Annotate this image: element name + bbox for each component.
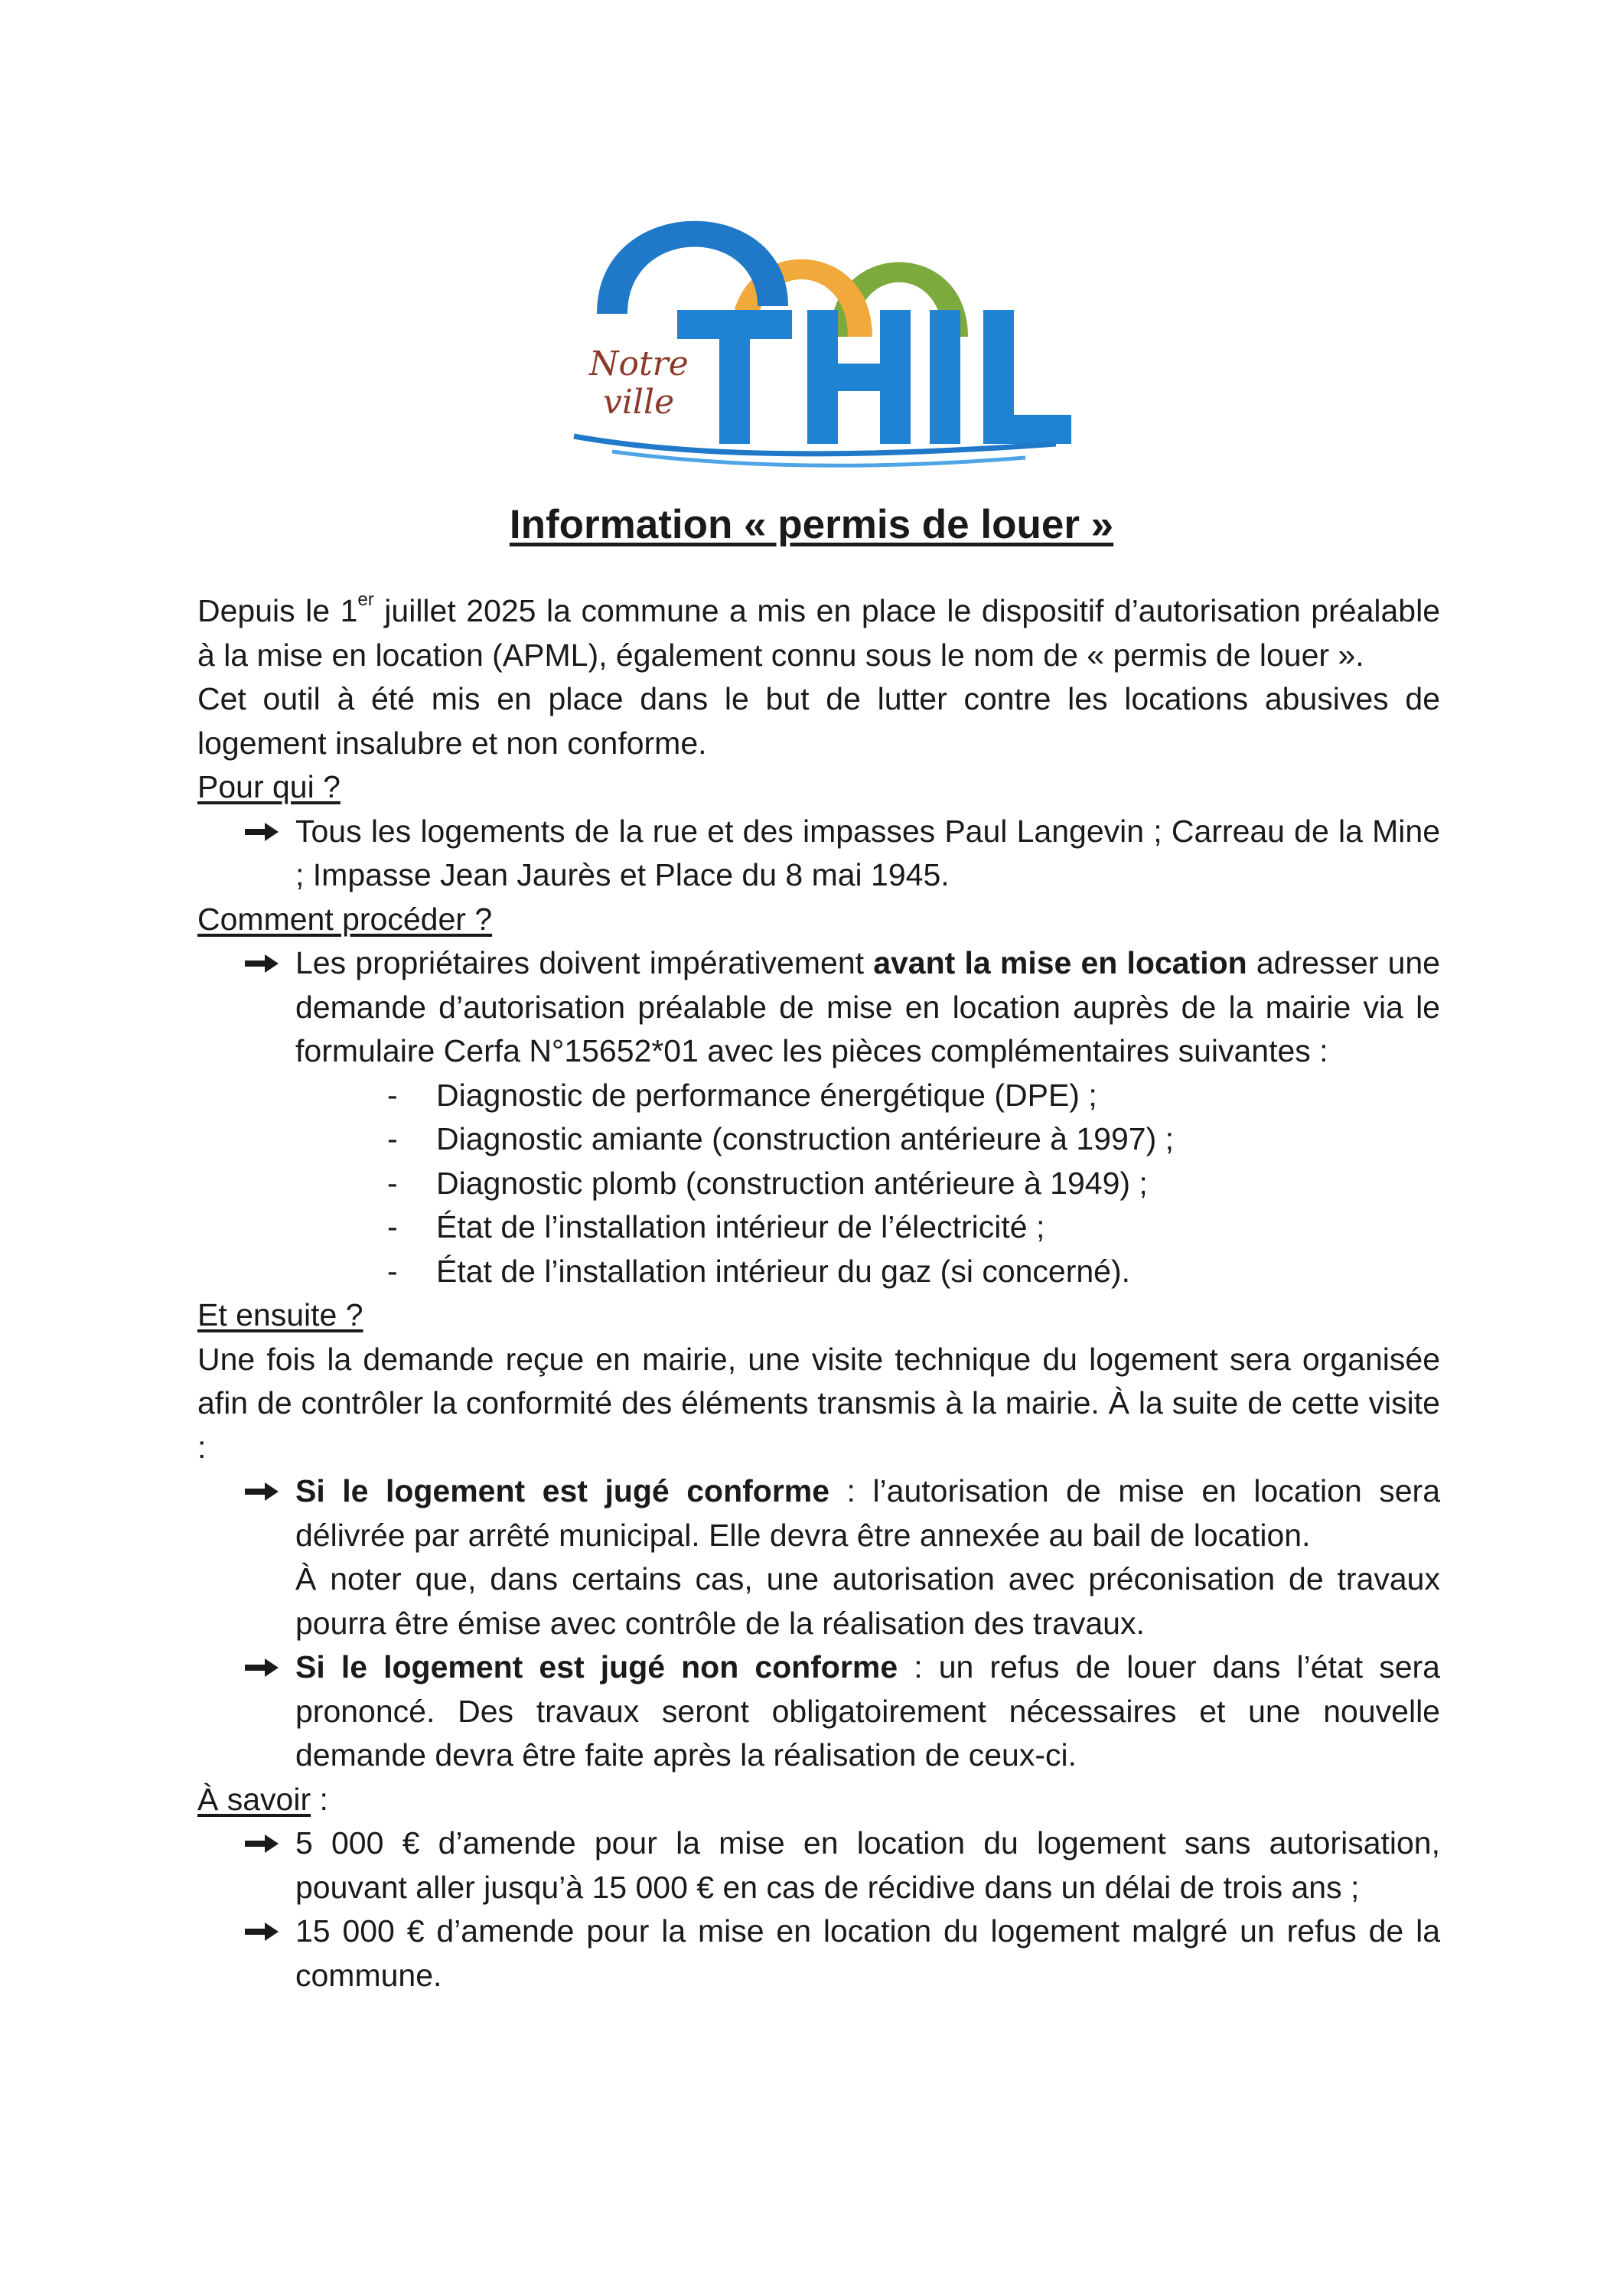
piece-item-plomb: - Diagnostic plomb (construction antérieure à 1949) ; [387, 1165, 1148, 1201]
document-body [197, 589, 1440, 1998]
piece-text: Diagnostic de performance énergétique (DPE) ; [436, 1077, 1097, 1113]
intro-paragraph-2: Cet outil à été mis en place dans le but de lutter contre les locations abusives de logement insalubre et non conforme. [197, 681, 1440, 761]
heading-comment-text: Comment procéder ? [197, 901, 493, 937]
savoir-text: 5 000 € d’amende pour la mise en location du logement sans autorisation, pouvant aller jusqu’à 15 000 € en cas de récidive dans un délai de trois ans ; [295, 1825, 1440, 1905]
piece-text: Diagnostic plomb (construction antérieure à 1949) ; [436, 1165, 1148, 1201]
non-conforme-bold: Si le logement est jugé non conforme [295, 1649, 898, 1684]
arrow-right-icon [245, 1645, 280, 1678]
list-item [197, 1821, 1440, 1910]
list-item [197, 941, 1440, 1074]
city-logo [566, 191, 1087, 482]
intro-text-end: juillet 2025 la commune a mis en place le dispositif d’autorisation préalable à la mise en location (APML), également connu sous le nom de « permis de louer ». [197, 593, 1440, 673]
logo-script-ville: ville [603, 383, 675, 422]
heading-pour-qui-text: Pour qui ? [197, 769, 341, 804]
arrow-right-icon [245, 1469, 280, 1502]
conforme-bold: Si le logement est jugé conforme [295, 1473, 830, 1508]
non-conforme-text: : un refus de louer dans l’état sera prononcé. Des travaux seront obligatoirement nécessaires et une nouvelle demande devra être faite après la réalisation de ceux-ci. [295, 1649, 1440, 1773]
arrow-right-icon [245, 1821, 280, 1854]
comment-text-end: adresser une demande d’autorisation préalable de mise en location auprès de la mairie via le formulaire Cerfa N°15652*01 avec les pièces complémentaires suivantes : [295, 945, 1440, 1068]
savoir-text: 15 000 € d’amende pour la mise en location du logement malgré un refus de la commune. [295, 1913, 1440, 1993]
piece-text: Diagnostic amiante (construction antérieure à 1997) ; [436, 1121, 1175, 1156]
piece-text: État de l’installation intérieur de l’électricité ; [436, 1209, 1045, 1244]
comment-text-bold: avant la mise en location [873, 945, 1247, 980]
logo-script-notre: Notre [589, 344, 689, 383]
ensuite-paragraph: Une fois la demande reçue en mairie, une visite technique du logement sera organisée afin de contrôler la conformité des éléments transmis à la mairie. À la suite de cette visite : [197, 1341, 1440, 1465]
arrow-right-icon [245, 1910, 280, 1942]
section-heading-comment [197, 898, 1440, 942]
list-item [197, 1469, 1440, 1645]
pour-qui-text: Tous les logements de la rue et des impasses Paul Langevin ; Carreau de la Mine ; Impasse Jean Jaurès et Place du 8 mai 1945. [295, 813, 1440, 892]
section-heading-savoir [197, 1778, 1440, 1822]
comment-text-start: Les propriétaires doivent impérativement [295, 945, 874, 980]
section-heading-pour-qui [197, 765, 1440, 810]
list-item [197, 1645, 1440, 1778]
heading-savoir-suffix: : [311, 1781, 328, 1817]
logo-arch-blue [597, 221, 788, 314]
page-title: Information « permis de louer » [509, 502, 1114, 547]
pieces-list [197, 1074, 1440, 1294]
arrow-right-icon [245, 810, 280, 842]
intro-text-start: Depuis le 1 [197, 593, 358, 628]
arrow-right-icon [245, 941, 280, 974]
section-heading-ensuite [197, 1293, 1440, 1338]
piece-item-electricite: - État de l’installation intérieur de l’électricité ; [387, 1209, 1045, 1244]
piece-item-gaz: - État de l’installation intérieur du gaz (si concerné). [387, 1253, 1131, 1289]
list-item [197, 1910, 1440, 1998]
intro-paragraph-1 [197, 589, 1440, 677]
piece-item-amiante: - Diagnostic amiante (construction antérieure à 1997) ; [387, 1121, 1175, 1156]
conforme-note: À noter que, dans certains cas, une autorisation avec préconisation de travaux pourra être émise avec contrôle de la réalisation des travaux. [295, 1561, 1440, 1641]
logo-graphic [566, 191, 1087, 482]
superscript-er: er [357, 589, 374, 611]
logo-wordmark [677, 310, 1071, 444]
heading-ensuite-text: Et ensuite ? [197, 1297, 363, 1332]
heading-savoir-text: À savoir [197, 1781, 311, 1817]
piece-text: État de l’installation intérieur du gaz (si concerné). [436, 1253, 1131, 1289]
list-item [197, 810, 1440, 898]
conforme-text: : l’autorisation de mise en location sera délivrée par arrêté municipal. Elle devra être annexée au bail de location. [295, 1473, 1441, 1553]
piece-item-dpe: - Diagnostic de performance énergétique (DPE) ; [387, 1077, 1097, 1113]
